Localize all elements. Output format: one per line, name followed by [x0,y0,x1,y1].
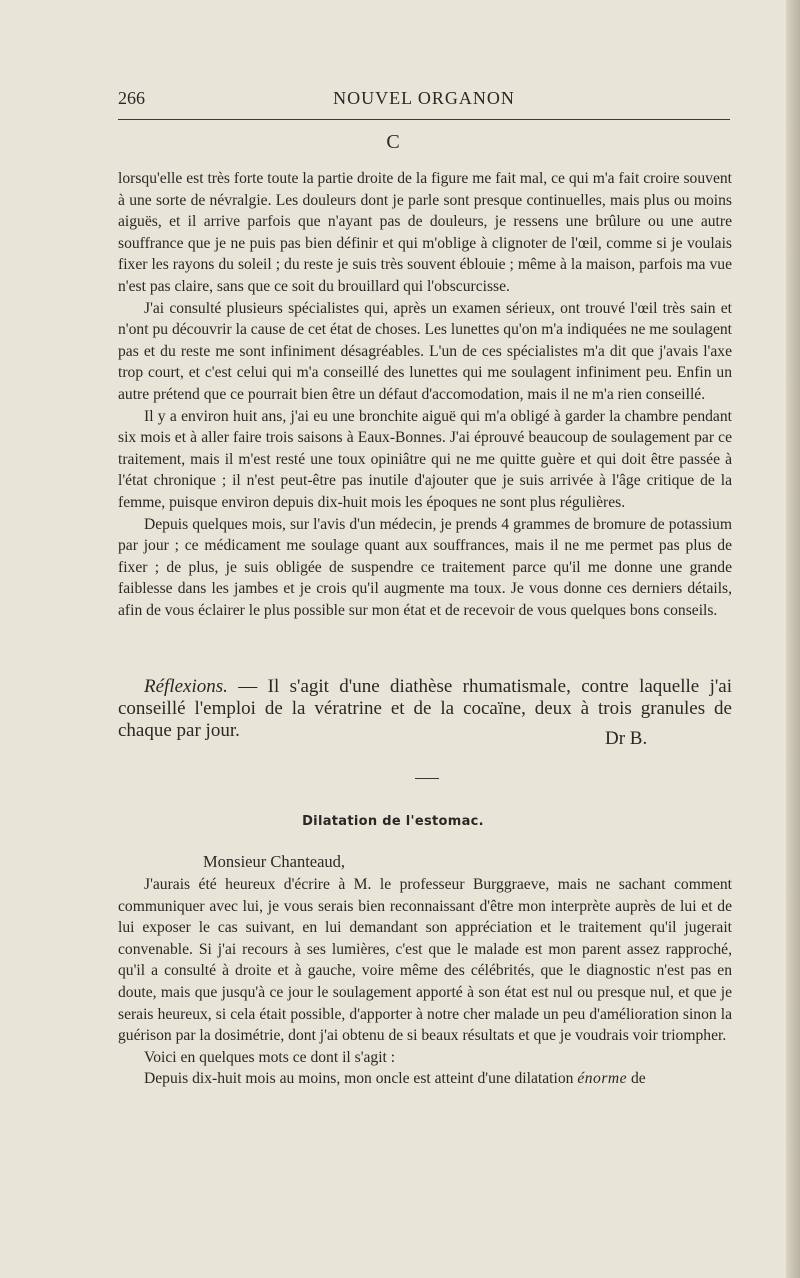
reflexions-label: Réflexions. [144,676,228,697]
paragraph: lorsqu'elle est très forte toute la partie droite de la figure me fait mal, ce qui m'a fait croire souvent à une sorte de névralgie. Les douleurs dont je parle sont presque continuelles, mais plus ou moins aiguës, et il arrive parfois que n'ayant pas de douleurs, je ressens une brûlure ou une autre souffrance que je ne puis pas bien définir et qui m'oblige à clignoter de l'œil, comme si je voulais fixer les rayons du soleil ; du reste je suis très souvent éblouie ; même à la maison, parfois ma vue n'est pas claire, sans que ce soit du brouillard qui l'obscurcisse. [118,170,732,295]
page-edge [786,0,800,1278]
header-rule [118,119,730,120]
section-title: Dilatation de l'estomac. [302,814,484,829]
paragraph: J'ai consulté plusieurs spécialistes qui, après un examen sérieux, ont trouvé l'œil très sain et n'ont pu découvrir la cause de cet état de choses. Les lunettes qu'on m'a indiquées ne me soulagent pas et du reste me sont infiniment désagréables. L'un de ces spécialistes m'a dit que j'avais l'axe trop court, et c'est celui qui m'a conseillé des lunettes qui me soulagent infiniment peu. Enfin un autre prétend que ce pourrait bien être un défaut d'accomodation, mais il ne m'a rien conseillé. [118,299,732,403]
salutation: Monsieur Chanteaud, [203,852,346,871]
running-title: NOUVEL ORGANON [333,88,515,108]
paragraph: Voici en quelques mots ce dont il s'agit : [144,1048,396,1066]
paragraph [118,1068,732,1090]
emphasis-text: énorme [577,1070,628,1088]
paragraph: Il y a environ huit ans, j'ai eu une bronchite aiguë qui m'a obligé à garder la chambre pendant six mois et à aller faire trois saisons à Eaux-Bonnes. J'ai éprouvé beaucoup de soulagement par ce traitement, mais il m'est resté une toux opiniâtre qui ne me quitte guère et qui doit être passée à l'état chronique ; il n'est peut-être pas inutile d'ajouter que je suis arrivée à l'âge critique de la femme, puisque environ depuis dix-huit mois les époques ne sont plus régulières. [118,407,732,511]
letter-body [118,168,732,621]
page-number: 266 [118,88,145,108]
paragraph-text: de [627,1070,646,1088]
section-divider [415,778,439,779]
paragraph: Depuis quelques mois, sur l'avis d'un médecin, je prends 4 grammes de bromure de potassium par jour ; ce médicament me soulage quant aux souffrances, mais il ne me permet pas plus de fixer ; de plus, je suis obligée de suspendre ce traitement parce qu'il me donne une grande faiblesse dans les jambes et je crois qu'il augmente ma toux. Je vous donne ces derniers détails, afin de vous éclairer le plus possible sur mon état et de recevoir de vous quelques bons conseils. [118,515,732,619]
paragraph-text: Depuis dix-huit mois au moins, mon oncle est atteint d'une dilatation [144,1070,578,1088]
signature: Dr B. [605,728,648,749]
paragraph: J'aurais été heureux d'écrire à M. le professeur Burggraeve, mais ne sachant comment communiquer avec lui, je vous serais bien reconnaissant d'être mon interprète auprès de lui et de lui exposer le cas suivant, en lui demandant son appréciation et le traitement qu'il jugerait convenable. Si j'ai recours à ses lumières, c'est que le malade est mon parent assez rapproché, qu'il a consulté à droite et à gauche, voire même des célébrités, que le diagnostic n'est pas en doute, mais que jusqu'à ce jour le soulagement apporté à son état est nul ou presque nul, et que je serais heureux, si cela était possible, d'apporter à notre cher malade un peu d'amélioration sinon la guérison par la dosimétrie, dont j'ai obtenu de si beaux résultats et que je voudrais voir triompher. [118,876,732,1045]
page-header [118,88,730,114]
letter-body [118,874,732,1090]
section-letter: C [386,131,400,153]
reflexions-text: — Il s'agit d'une diathèse rhumatismale, contre laquelle j'ai conseillé l'emploi de la vératrine et de la cocaïne, deux à trois granules de chaque par jour. [118,676,732,741]
